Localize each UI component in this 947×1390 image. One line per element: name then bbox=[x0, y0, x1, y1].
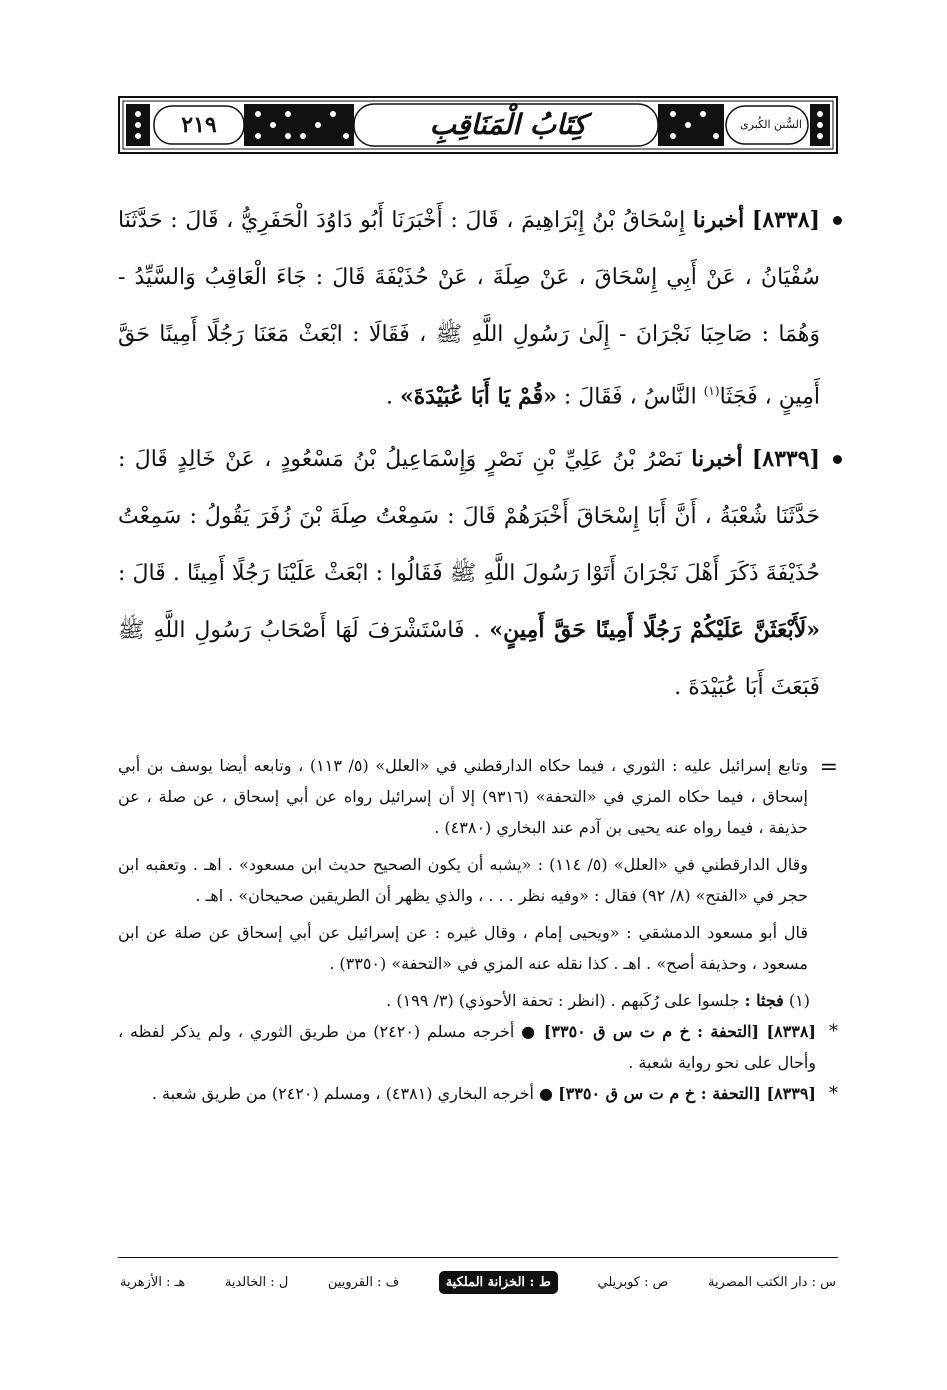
manuscript-item-highlight: ط : الخزانة الملكية bbox=[439, 1271, 558, 1294]
takhrij-ref: [٨٣٣٩] [التحفة : خ م ت س ق ٣٣٥٠] bbox=[558, 1084, 816, 1103]
note-paragraph: وتابع إسرائيل عليه : الثوري ، فيما حكاه الدارقطني في «العلل» (٥/ ١١٣) ، وتابعه أيضا يوسف بن أبي إسحاق ، فيما حكاه المزي في «التحفة» (٩٣١٦) إلا أن إسرائيل رواه عن أبي إسحاق ، عن صلة ، عن حذيفة ، فيما رواه عنه يحيى بن آدم عند البخاري (٤٣٨٠) . bbox=[118, 756, 808, 837]
note-paragraph: قال أبو مسعود الدمشقي : «ويحيى إمام ، وقال غيره : عن إسرائيل عن أبي إسحاق عن صلة عن ابن مسعود ، وحذيفة أصح» . اهـ . كذا نقله عنه المزي في «التحفة» (٣٣٥٠) . bbox=[118, 923, 809, 973]
hadith-text-after: . فَاسْتَشْرَفَ لَهَا أَصْحَابُ رَسُولِ اللَّهِ ﷺ فَبَعَثَ أَبَا عُبَيْدَةَ . bbox=[118, 618, 820, 701]
hadith-end: . bbox=[386, 384, 393, 410]
asterisk-icon: * bbox=[829, 1021, 838, 1042]
page-header bbox=[118, 96, 838, 154]
footnote bbox=[118, 985, 810, 1016]
manuscript-key bbox=[120, 1266, 836, 1298]
manuscript-item: ص : كوبريلي bbox=[597, 1274, 669, 1290]
takhrij-8338 bbox=[118, 1016, 838, 1078]
takhrij-text: ● أخرجه مسلم (٢٤٢٠) من طريق الثوري ، ولم يذكر لفظه ، وأحال على نحو رواية شعبة . bbox=[118, 1022, 816, 1072]
bullet-icon bbox=[833, 455, 842, 464]
bullet-icon bbox=[833, 216, 842, 225]
page-number: ٢١٩ bbox=[181, 112, 217, 138]
hadith-number: [٨٣٣٨] bbox=[751, 207, 820, 233]
notes-section bbox=[118, 750, 838, 1109]
footnote-text: جلسوا على رُكَبهم . (انظر : تحفة الأحوذي) (٣/ ١٩٩) . bbox=[386, 991, 740, 1010]
takhrij-8339 bbox=[118, 1078, 838, 1109]
book-emblem: السُّنن الكُبرى bbox=[740, 118, 802, 131]
takhrij-ref: [٨٣٣٨] [التحفة : خ م ت س ق ٣٣٥٠] bbox=[543, 1022, 816, 1041]
footnote-term: فجثا : bbox=[744, 991, 784, 1010]
manuscript-item: هـ : الأزهرية bbox=[120, 1274, 186, 1290]
asterisk-icon: * bbox=[829, 1083, 838, 1104]
hadith-lead: أخبرنا bbox=[691, 446, 743, 473]
continuation-mark: = bbox=[819, 755, 838, 780]
main-text bbox=[118, 192, 838, 722]
hadith-text-after: النَّاسُ ، فَقَالَ : bbox=[563, 384, 697, 410]
footer-rule bbox=[118, 1257, 838, 1258]
manuscript-item: س : دار الكتب المصرية bbox=[707, 1274, 836, 1290]
takhrij-text: ● أخرجه البخاري (٤٣٨١) ، ومسلم (٢٤٢٠) من طريق شعبة . bbox=[151, 1084, 553, 1103]
note-paragraph: وقال الدارقطني في «العلل» (٥/ ١١٤) : «يشبه أن يكون الصحيح حديث ابن مسعود» . اهـ . وتعقبه ابن حجر في «الفتح» (٨/ ٩٢) فقال : «وفيه نظر . . . ، والذي يظهر أن الطريقين صحيحان» . اهـ . bbox=[118, 855, 808, 905]
manuscript-item: ف : القرويين bbox=[327, 1274, 400, 1290]
hadith-quote: «قُمْ يَا أَبَا عُبَيْدَةَ» bbox=[400, 383, 557, 410]
chapter-title: كِتَابُ الْمَنَاقِبِ bbox=[429, 108, 587, 141]
hadith-quote: «لَأَبْعَثَنَّ عَلَيْكُمْ رَجُلًا أَمِينًا حَقَّ أَمِينٍ» bbox=[489, 617, 820, 644]
hadith-number: [٨٣٣٩] bbox=[751, 446, 820, 473]
hadith-8339 bbox=[118, 431, 838, 716]
manuscript-item: ل : الخالدية bbox=[224, 1274, 289, 1290]
hadith-text: نَصْرُ بْنُ عَلِيِّ بْنِ نَصْرٍ وَإِسْمَاعِيلُ بْنُ مَسْعُودٍ ، عَنْ خَالِدٍ قَالَ : حَدَّثَنَا شُعْبَةُ ، أَنَّ أَبَا إِسْحَاقَ أَخْبَرَهُمْ قَالَ : سَمِعْتُ صِلَةَ بْنَ زُفَرَ يَقُولُ : سَمِعْتُ حُذَيْفَةَ ذَكَرَ أَهْلَ نَجْرَانَ أَتَوْا رَسُولَ اللَّهِ ﷺ فَقَالُوا : ابْعَثْ عَلَيْنَا رَجُلًا أَمِينًا . قَالَ : bbox=[118, 447, 820, 587]
hadith-text: إِسْحَاقُ بْنُ إِبْرَاهِيمَ ، قَالَ : أَخْبَرَنَا أَبُو دَاوُدَ الْحَفَرِيُّ ، قَالَ : حَدَّثَنَا سُفْيَانُ ، عَنْ أَبِي إِسْحَاقَ ، عَنْ صِلَةَ ، عَنْ حُذَيْفَةَ قَالَ : جَاءَ الْعَاقِبُ وَالسَّيِّدُ - وَهُمَا : صَاحِبَا نَجْرَانَ - إِلَىٰ رَسُولِ اللَّهِ ﷺ ، فَقَالَا : ابْعَثْ مَعَنَا رَجُلًا أَمِينًا حَقَّ أَمِينٍ ، فَجَثَا bbox=[118, 208, 820, 410]
hadith-lead: أخبرنا bbox=[692, 207, 745, 233]
footnote-ref: (١) bbox=[703, 384, 720, 398]
footnote-number: (١) bbox=[788, 991, 810, 1010]
hadith-8338 bbox=[118, 192, 838, 425]
